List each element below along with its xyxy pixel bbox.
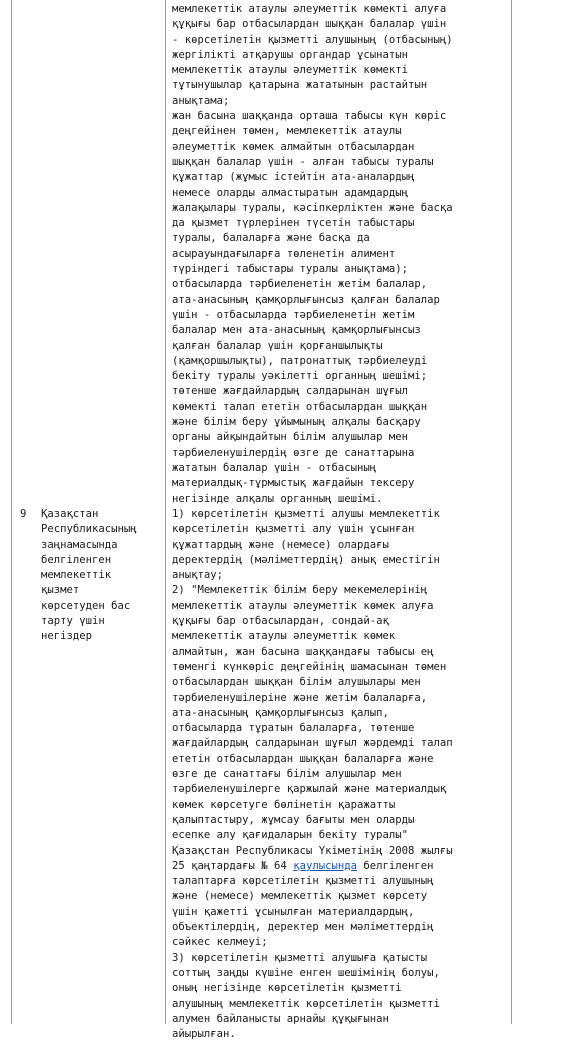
row-number: 9 xyxy=(20,508,27,520)
text-line: ететін отбасылардан шыққан балаларға және xyxy=(172,752,434,765)
text-line: қалыптастыру, жұмсау бағыты мен оларды xyxy=(172,813,415,826)
text-line: жағдайлардың салдарынан шұғыл жәрдемді талап xyxy=(172,737,453,750)
text-line: отбасылардан шыққан білім алушылары мен xyxy=(172,676,421,689)
text-line: түріндегі табыстары туралы анықтама); xyxy=(172,263,408,276)
text-line: үшін - отбасыларда тәрбиеленетін жетім xyxy=(172,308,415,321)
text-line: мемлекеттік атаулы әлеуметтік көмек алуға xyxy=(172,599,434,612)
text-line: алумен байланысты арнайы құқығынан xyxy=(172,1012,389,1025)
title-line: тарту үшін xyxy=(41,615,105,628)
link-line xyxy=(172,859,506,874)
text-line: отбасыларда тұратын балаларға, төтенше xyxy=(172,722,415,735)
text-line: мемлекеттік атаулы әлеуметтік көмекті алуға xyxy=(172,3,447,15)
text-line: алушының мемлекеттік көрсетілетін қызметті xyxy=(172,997,440,1010)
text-line: тәрбиеленушілердің өзге де санаттарына xyxy=(172,446,415,459)
text-line: 3) көрсетілетін қызметті алушыға қатысты xyxy=(172,951,428,964)
text-line: талаптарға көрсетілетін қызметті алушының xyxy=(172,875,434,888)
text-line: өзге де санаттағы білім алушылар мен xyxy=(172,768,402,781)
title-line: мемлекеттік xyxy=(41,569,112,582)
text-line: төменгі күнкөріс деңгейінің шамасынан төмен xyxy=(172,660,447,673)
table-border-column-divider xyxy=(165,0,166,1024)
text-line: анықтама; xyxy=(172,94,230,107)
text-line: айырылған. xyxy=(172,1028,236,1041)
text-line: есепке алу қағидаларын бекіту туралы" xyxy=(172,829,408,842)
text-line: құқығы бар отбасылардан, сондай-ақ xyxy=(172,615,389,628)
text-line: деңгейінен төмен, мемлекеттік атаулы xyxy=(172,125,402,138)
text-line: жан басына шаққанда орташа табысы күн көріс xyxy=(172,110,447,123)
text-line: оның негізінде көрсетілетін қызметті xyxy=(172,982,402,995)
table-border-right xyxy=(511,0,512,1024)
text-line: анықтау; xyxy=(172,569,224,582)
resolution-link[interactable]: қаулысында xyxy=(293,859,357,872)
table-row-8-content-cell xyxy=(172,2,506,507)
text-line: алмайтын, жан басына шаққандағы табысы ең xyxy=(172,645,434,658)
table-border-left xyxy=(11,0,12,1024)
text-line: сәйкес келмеуі; xyxy=(172,936,268,949)
title-line: көрсетуден бас xyxy=(41,599,131,612)
text-line: құжаттардың және (немесе) олардағы xyxy=(172,538,389,551)
text-line: соттың заңды күшіне енген шешімінің болуы, xyxy=(172,966,440,979)
text-line: 2) "Мемлекеттік білім беру мекемелерінің xyxy=(172,584,428,597)
text-line: төтенше жағдайлардың салдарынан шұғыл xyxy=(172,385,408,398)
text-line: тәрбиеленушілеріне және жетім балаларға, xyxy=(172,691,428,704)
title-line: қызмет xyxy=(41,584,80,597)
text-line: құқығы бар отбасылардан шыққан балалар үшін xyxy=(172,18,447,31)
text-line: құжаттар (жұмыс істейтін ата-аналардың xyxy=(172,171,415,184)
text-line: немесе оларды алмастыратын адамдардың xyxy=(172,186,408,199)
text-line: үшін қажетті ұсынылған материалдардың, xyxy=(172,905,415,918)
text-line: көмек көрсетуге бөлінетін қаражатты xyxy=(172,798,396,811)
text-line: деректердің (мәліметтердің) анық еместігін xyxy=(172,553,440,566)
text-line: органы айқындайтын білім алушылар мен xyxy=(172,431,408,444)
text-line: (қамқоршылықты), патронаттық тәрбиелеуді xyxy=(172,354,428,367)
text-line: мемлекеттік атаулы әлеуметтік көмекті xyxy=(172,64,408,77)
link-line-suffix: белгіленген xyxy=(356,859,434,872)
text-line: асырауындағыларға төленетін алимент xyxy=(172,247,396,260)
text-line: - көрсетілетін қызметті алушының (отбасының) xyxy=(172,33,453,46)
text-line: көрсетілетін қызметті алу үшін ұсынған xyxy=(172,523,415,536)
text-line: және (немесе) мемлекеттік қызмет көрсету xyxy=(172,890,428,903)
text-line: жататын балалар үшін - отбасының xyxy=(172,461,377,474)
title-line: заңнамасында xyxy=(41,538,118,551)
title-line: Қазақстан xyxy=(41,508,99,520)
text-line: объектілердің, деректер мен мәліметтердің xyxy=(172,921,434,934)
text-line: көмекті талап ететін отбасылардан шыққан xyxy=(172,400,428,413)
text-line: да қызмет түрлерінен түсетін табыстары xyxy=(172,217,415,230)
text-line: ата-анасының қамқорлығынсыз қалған балалар xyxy=(172,293,440,306)
text-line: негізінде алқалы органның шешімі. xyxy=(172,492,383,505)
text-line: жалақылары туралы, кәсіпкерліктен және басқа xyxy=(172,201,453,214)
title-line: белгіленген xyxy=(41,553,112,566)
text-line: отбасыларда тәрбиеленетін жетім балалар, xyxy=(172,278,428,291)
text-line: тәрбиеленушілерге қаржылай және материалдық xyxy=(172,783,447,796)
text-line: және білім беру ұйымының алқалы басқару xyxy=(172,416,421,429)
text-line: 1) көрсетілетін қызметті алушы мемлекеттік xyxy=(172,508,440,520)
title-line: негіздер xyxy=(41,630,93,643)
text-line: әлеуметтік көмек алмайтын отбасылардан xyxy=(172,140,415,153)
text-line: ата-анасының қамқорлығынсыз қалып, xyxy=(172,706,389,719)
text-line: материалдық-тұрмыстық жағдайын тексеру xyxy=(172,477,415,490)
text-line: қалған балалар үшін қорғаншылықты xyxy=(172,339,383,352)
row-content-cell xyxy=(172,507,506,1042)
link-line-prefix: 25 қаңтардағы № 64 xyxy=(172,859,294,872)
text-line: шыққан балалар үшін - алған табысы туралы xyxy=(172,155,434,168)
text-line: бекіту туралы уәкілетті органның шешімі; xyxy=(172,370,428,383)
text-line: тұтынушылар қатарына жататынын растайтын xyxy=(172,79,428,92)
text-line: туралы, балаларға және басқа да xyxy=(172,232,370,245)
text-line: Қазақстан Республикасы Үкіметінің 2008 жылғы xyxy=(172,844,453,857)
text-line: жергілікті атқарушы органдар ұсынатын xyxy=(172,48,408,61)
text-line: балалар мен ата-анасының қамқорлығынсыз xyxy=(172,324,421,337)
row-title-cell xyxy=(41,507,163,645)
text-line: мемлекеттік атаулы әлеуметтік көмек xyxy=(172,630,396,643)
title-line: Республикасының xyxy=(41,523,137,536)
